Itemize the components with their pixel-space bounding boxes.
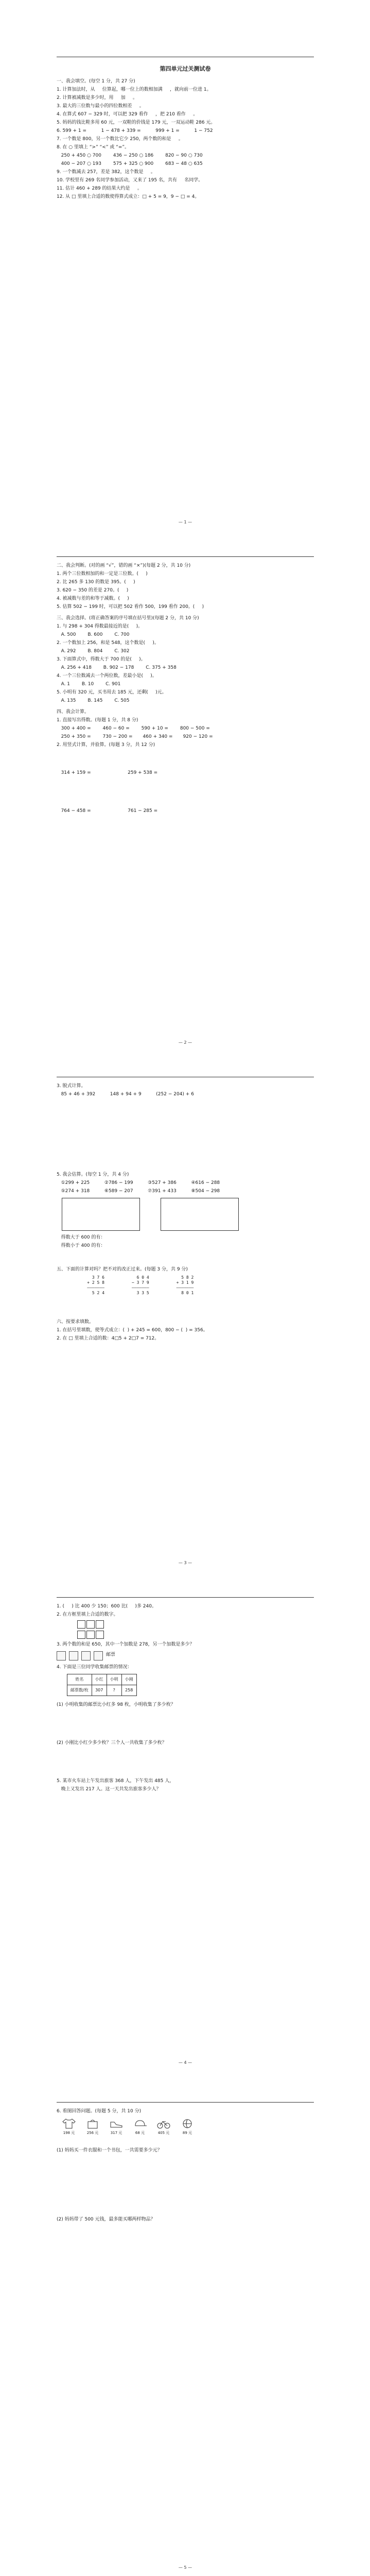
section-heading: 二、我会判断。(对的画 “√”，错的画 “×”)(每题 2 分，共 10 分) <box>57 563 191 568</box>
question-line: 1. 两个三位数相加的和一定是三位数。( ) <box>57 571 148 577</box>
question-line: (1) 妈妈买一件衣服和一个书包，一共需要多少元？ <box>57 2148 162 2153</box>
question-line: 6. 看图回答问题。(每题 5 分，共 10 分) <box>57 2109 142 2114</box>
worksheet-page-3 <box>57 1077 314 1567</box>
worksheet-page-4 <box>57 1597 314 2066</box>
table-cell: 307 <box>92 1685 107 1696</box>
worksheet-page-2 <box>57 556 314 1046</box>
stamp-icon <box>57 1651 66 1660</box>
page-number: — 3 — <box>178 1561 192 1565</box>
bike-icon: 405 元 <box>156 2118 171 2137</box>
question-line: 1. ( ) 比 400 少 150；600 比( )多 240。 <box>57 1604 156 1609</box>
question-line: ⑤274 + 318 ⑥589 − 207 ⑦391 + 433 ⑧504 − 298 <box>57 1189 220 1194</box>
digit-cell[interactable] <box>77 1631 85 1639</box>
worksheet-page-5 <box>57 2102 314 2571</box>
table-row <box>67 1685 137 1696</box>
question-line: (1) 小明收集的邮票比小红多 98 枚，小明收集了多少枚？ <box>57 1702 175 1707</box>
table-header-cell: 小刚 <box>121 1674 136 1685</box>
table-header-cell: 小红 <box>92 1674 107 1685</box>
answer-box-less[interactable] <box>161 1198 239 1231</box>
table-cell: 258 <box>121 1685 136 1696</box>
bag-icon: 256 元 <box>85 2118 100 2137</box>
stamp-row <box>57 1651 314 1660</box>
worksheet-page-1 <box>57 57 314 526</box>
option-line: A. 256 + 418 B. 902 − 178 C. 375 + 358 <box>57 665 177 670</box>
page-number: — 1 — <box>178 520 192 524</box>
table-cell: 邮票数/枚 <box>67 1685 92 1696</box>
question-line: 得数大于 600 的有： <box>57 1235 105 1240</box>
vertical-calc: 3 7 6 6 0 4 5 8 2 + 2 5 8 − 3 7 9 + 3 1 9 ——————— ——————— ——————— 5 2 4 3 3 5 8 0 1 <box>77 1275 194 1295</box>
question-line: 11. 估计 460 + 289 的结果大约是 。 <box>57 186 142 191</box>
question-line: 3. 最大的三位数与最小的四位数相差 。 <box>57 104 144 109</box>
question-line: 250 + 350 = 730 − 200 = 460 + 340 = 920 − 120 = <box>57 734 213 739</box>
question-line: 314 + 159 = 259 + 538 = <box>57 770 158 775</box>
question-line: (2) 小刚比小红少多少枚？三个人一共收集了多少枚？ <box>57 1740 167 1745</box>
question-line: 3. 下面算式中，得数大于 700 的是( )。 <box>57 657 146 662</box>
question-line: 1. 在括号里填数，使等式成立：( ) + 245 = 600，800 − ( ) = 356。 <box>57 1328 208 1333</box>
question-line: 晚上又发出 217 人。这一天共发出旅客多少人？ <box>57 1787 161 1792</box>
digit-cells <box>77 1620 314 1629</box>
stamp-icon <box>94 1651 103 1660</box>
question-line: 2. 一个数加上 256，和是 548，这个数是( )。 <box>57 640 159 646</box>
question-line: 5. 妈妈的钱比鞋多用 60 元，一双鞋的价钱是 179 元，一双运动鞋 286 元。 <box>57 120 216 125</box>
question-line: 2. 在 □ 里填上合适的数：4□5 + 2□7 = 712。 <box>57 1336 160 1341</box>
question-line: (2) 妈妈带了 500 元钱，最多能买哪两样物品？ <box>57 2217 155 2222</box>
question-line: 1. 与 298 + 304 得数最接近的是( )。 <box>57 624 143 629</box>
page-number: — 4 — <box>178 2060 192 2065</box>
question-line: 4. 下面是三位同学收集邮票的情况： <box>57 1665 132 1670</box>
question-line: 3. 两个数的和是 650，其中一个加数是 278，另一个加数是多少？ <box>57 1642 195 1647</box>
question-line: 85 + 46 + 392 148 + 94 + 9 (252 − 204) + 6 <box>57 1092 194 1097</box>
question-line: 5. 小明有 320 元，买书用去 185 元，还剩( )元。 <box>57 690 167 695</box>
page-number: — 5 — <box>178 2565 192 2570</box>
digit-cells <box>77 1631 314 1639</box>
stamp-icon <box>81 1651 91 1660</box>
worksheet-title: 第四单元过关测试卷 <box>160 65 211 72</box>
stamp-icon <box>69 1651 78 1660</box>
section-heading: 四、我会计算。 <box>57 709 90 715</box>
question-line: 8. 在 ○ 里填上 “>” “<” 或 “=”。 <box>57 145 130 150</box>
shirt-icon: 198 元 <box>62 2118 76 2137</box>
shoe-icon: 317 元 <box>109 2118 124 2137</box>
question-line: 300 + 400 = 460 − 60 = 590 + 10 = 800 − 500 = <box>57 726 210 731</box>
question-line: 250 + 450 ○ 700 436 − 250 ○ 186 820 − 90 ○ 730 <box>57 153 203 158</box>
digit-cell[interactable] <box>96 1631 104 1639</box>
question-line: 4. 在算式 607 − 329 时，可以把 329 看作 ，把 210 看作 。 <box>57 112 198 117</box>
question-line: 12. 从 □ 里填上合适的数使得算式成立：□ + 5 = 9，9 − □ = 4。 <box>57 194 200 199</box>
option-line: A. 500 B. 600 C. 700 <box>57 632 130 637</box>
question-line: 2. 用竖式计算，并验算。(每题 3 分，共 12 分) <box>57 742 155 748</box>
page-number: — 2 — <box>178 1040 192 1045</box>
digit-cell[interactable] <box>86 1631 95 1639</box>
question-line: 5. 估算 502 − 199 时，可以把 502 看作 500，199 看作 200。( ) <box>57 604 204 609</box>
question-line: 2. 比 265 多 130 的数是 395。( ) <box>57 580 135 585</box>
section-heading: 五、下面的计算对吗？把不对的改正过来。(每题 3 分，共 9 分) <box>57 1267 188 1272</box>
question-line: 1. 直接写出得数。(每题 1 分，共 8 分) <box>57 718 138 723</box>
section-heading: 六、按要求填数。 <box>57 1319 94 1325</box>
option-line: A. 135 B. 145 C. 505 <box>57 698 130 703</box>
stamp-caption: 邮票 <box>106 1652 116 1657</box>
question-line: 764 − 458 = 761 − 285 = <box>57 808 158 814</box>
question-line: 6. 599 + 1 = 1 − 478 + 339 = 999 + 1 = 1 − 752 <box>57 128 213 133</box>
question-line: 4. 一个三位数减去一个两位数，差最小是( )。 <box>57 673 157 679</box>
option-line: A. 292 B. 804 C. 302 <box>57 649 130 654</box>
question-line: 得数小于 400 的有： <box>57 1243 105 1248</box>
answer-box-greater[interactable] <box>62 1198 140 1231</box>
question-line: 400 − 207 ○ 193 575 + 325 ○ 900 683 − 48 ○ 635 <box>57 161 203 166</box>
section-heading: 一、我会填空。(每空 1 分，共 27 分) <box>57 79 135 84</box>
digit-cell[interactable] <box>96 1620 104 1629</box>
question-line: 1. 计算加法时，从 位算起，哪一位上的数相加满 ，就向前一位进 1。 <box>57 87 212 92</box>
table-row <box>67 1674 137 1685</box>
question-line: 2. 计算被减数是多少时，用 加 。 <box>57 95 138 100</box>
answer-boxes <box>62 1198 314 1231</box>
digit-cell[interactable] <box>77 1620 85 1629</box>
item-pictures <box>62 2118 314 2137</box>
question-line: 10. 学校里有 269 名同学参加活动，又来了 195 名，共有 名同学。 <box>57 178 203 183</box>
question-line: 4. 被减数与差的和等于减数。( ) <box>57 596 129 601</box>
stamp-table <box>67 1674 137 1696</box>
table-header-cell: 姓名 <box>67 1674 92 1685</box>
digit-cell[interactable] <box>86 1620 95 1629</box>
section-heading: 三、我会选择。(将正确答案的序号填在括号里)(每题 2 分，共 10 分) <box>57 616 199 621</box>
question-list <box>57 86 314 200</box>
question-line: 5. 我会估算。(每空 1 分，共 4 分) <box>57 1172 129 1177</box>
question-line: 2. 在方框里填上合适的数字。 <box>57 1612 118 1617</box>
table-cell: ? <box>107 1685 121 1696</box>
question-line: 3. 脱式计算。 <box>57 1083 86 1089</box>
question-line: 7. 一个数是 800，另一个数比它少 250，两个数的和是 。 <box>57 137 183 142</box>
table-header-cell: 小明 <box>107 1674 121 1685</box>
question-line: 9. 一个数减去 257，差是 382，这个数是 。 <box>57 170 155 175</box>
question-line: 3. 620 − 350 的差是 270。( ) <box>57 588 129 593</box>
ball-icon: 89 元 <box>180 2118 195 2137</box>
cap-icon: 68 元 <box>133 2118 147 2137</box>
work-space <box>57 1099 314 1171</box>
question-line: 5. 某市火车站上午发出旅客 368 人，下午发出 485 人， <box>57 1778 174 1784</box>
question-line: ①299 + 225 ②786 − 199 ③527 + 386 ④616 − 288 <box>57 1180 220 1185</box>
option-line: A. 1 B. 10 C. 901 <box>57 682 121 687</box>
